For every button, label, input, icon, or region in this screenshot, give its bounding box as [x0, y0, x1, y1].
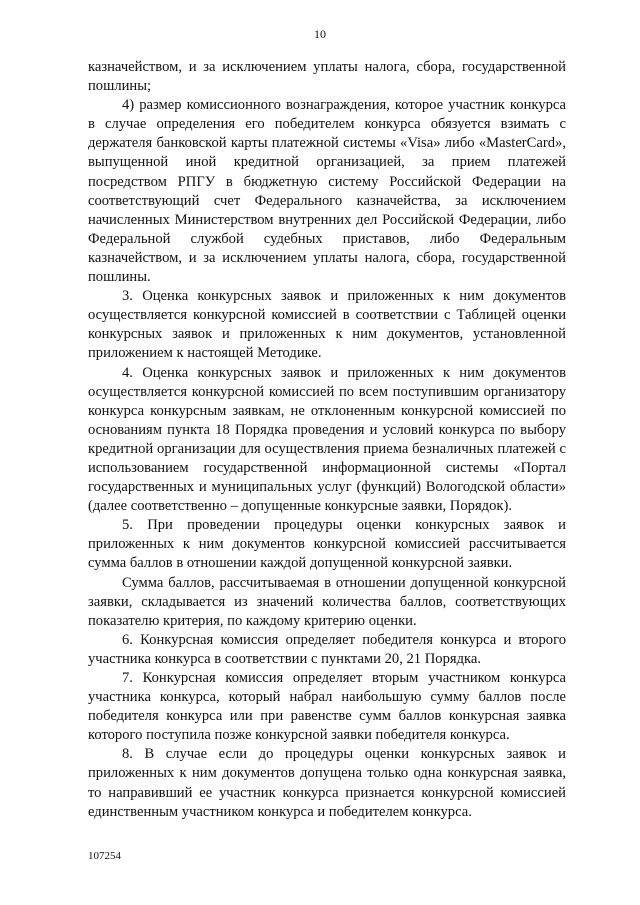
paragraph-6: 6. Конкурсная комиссия определяет победителя конкурса и второго участника конкурса в соответствии с пунктами 20, 21 Порядка. — [88, 631, 566, 667]
paragraph-score-sum: Сумма баллов, рассчитываемая в отношении допущенной конкурсной заявки, складывается из значений количества баллов, соответствующих показателю критерия, по каждому критерию оценки. — [88, 574, 566, 629]
document-code: 107254 — [88, 850, 121, 862]
paragraph-4: 4. Оценка конкурсных заявок и приложенных к ним документов осуществляется конкурсной комиссией по всем поступившим организатору конкурса конкурсным заявкам, не отклоненным конкурсной комиссией по основаниям пункта 18 Порядка проведения и условий конкурса по выбору кредитной организации для осуществления приема безналичных платежей с использованием государственной информационной системы «Портал государственных и муниципальных услуг (функций) Вологодской области» (далее соответственно – допущенные конкурсные заявки, Порядок). — [88, 364, 566, 515]
paragraph-8: 8. В случае если до процедуры оценки конкурсных заявок и приложенных к ним документов допущена только одна конкурсная заявка, то направивший ее участник конкурса признается конкурсной комиссией единственным участником конкурса и победителем конкурса. — [88, 746, 566, 820]
paragraph-5: 5. При проведении процедуры оценки конкурсных заявок и приложенных к ним документов конкурсной комиссией рассчитывается сумма баллов в отношении каждой допущенной конкурсной заявки. — [88, 517, 566, 572]
paragraph-3: 3. Оценка конкурсных заявок и приложенных к ним документов осуществляется конкурсной комиссией в соответствии с Таблицей оценки конкурсных заявок и приложенных к ним документов, установленной приложением к настоящей Методике. — [88, 288, 566, 362]
page-number: 10 — [314, 27, 326, 41]
paragraph-7: 7. Конкурсная комиссия определяет вторым участником конкурса участника конкурса, который набрал наибольшую сумму баллов после победителя конкурса или при равенстве сумм баллов конкурсная заявка которого поступила позже конкурсной заявки победителя конкурса. — [88, 670, 566, 744]
paragraph-item-4-fee: 4) размер комиссионного вознаграждения, которое участник конкурса в случае определения его победителем конкурса обязуется взимать с держателя банковской карты платежной системы «Visa» либо «MasterCard», выпущенной иной кредитной организацией, за прием платежей посредством РПГУ в бюджетную систему Российской Федерации на соответствующий счет Федерального казначейства, за исключением начисленных Министерством внутренних дел Российской Федерации, либо Федеральной службой судебных приставов, либо Федеральным казначейством, и за исключением уплаты налога, сбора, государственной пошлины. — [88, 97, 566, 286]
document-body — [88, 58, 566, 822]
paragraph-continuation: казначейством, и за исключением уплаты налога, сбора, государственной пошлины; — [88, 59, 566, 95]
